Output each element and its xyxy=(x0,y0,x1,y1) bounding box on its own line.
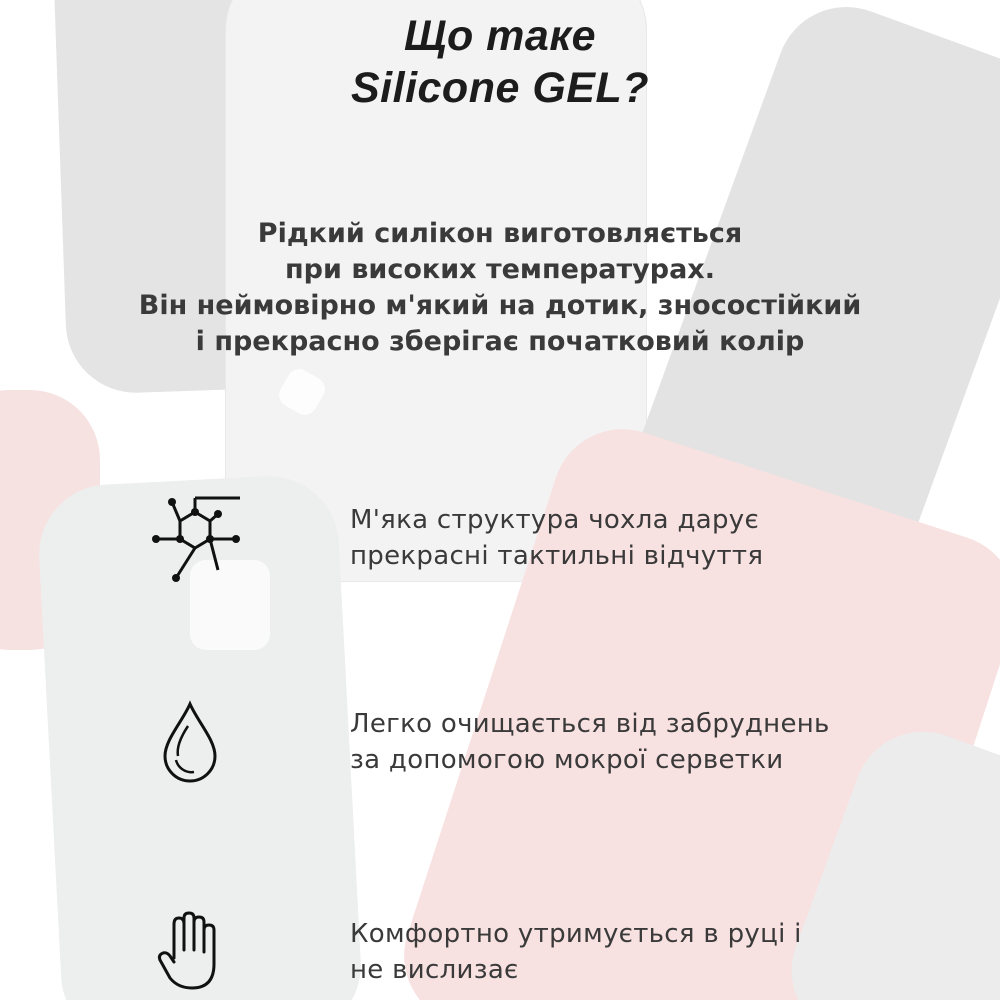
intro-line: при високих температурах. xyxy=(285,254,715,285)
intro-line: Рідкий силікон виготовляється xyxy=(257,218,743,249)
water-drop-icon xyxy=(160,700,220,785)
feature-line: Комфортно утримується в руці і xyxy=(350,919,802,949)
intro-line: і прекрасно зберігає початковий колір xyxy=(195,326,805,357)
feature-item xyxy=(0,490,1000,590)
intro-text xyxy=(0,216,1000,360)
feature-line: прекрасні тактильні відчуття xyxy=(350,541,764,571)
title-line-1: Що таке xyxy=(403,12,597,60)
feature-item xyxy=(0,910,1000,1000)
page-title xyxy=(0,10,1000,114)
feature-text xyxy=(350,916,802,988)
feature-line: М'яка структура чохла дарує xyxy=(350,505,760,535)
feature-line: не вислизає xyxy=(350,955,519,985)
feature-text xyxy=(350,502,763,574)
feature-line: за допомогою мокрої серветки xyxy=(350,745,784,775)
feature-line: Легко очищається від забруднень xyxy=(350,709,830,739)
feature-text xyxy=(350,706,830,778)
title-line-2: Silicone GEL? xyxy=(351,64,649,112)
molecule-icon xyxy=(148,490,243,585)
feature-item xyxy=(0,700,1000,790)
hand-icon xyxy=(156,910,218,992)
intro-line: Він неймовірно м'який на дотик, зносостійкий xyxy=(138,290,862,321)
